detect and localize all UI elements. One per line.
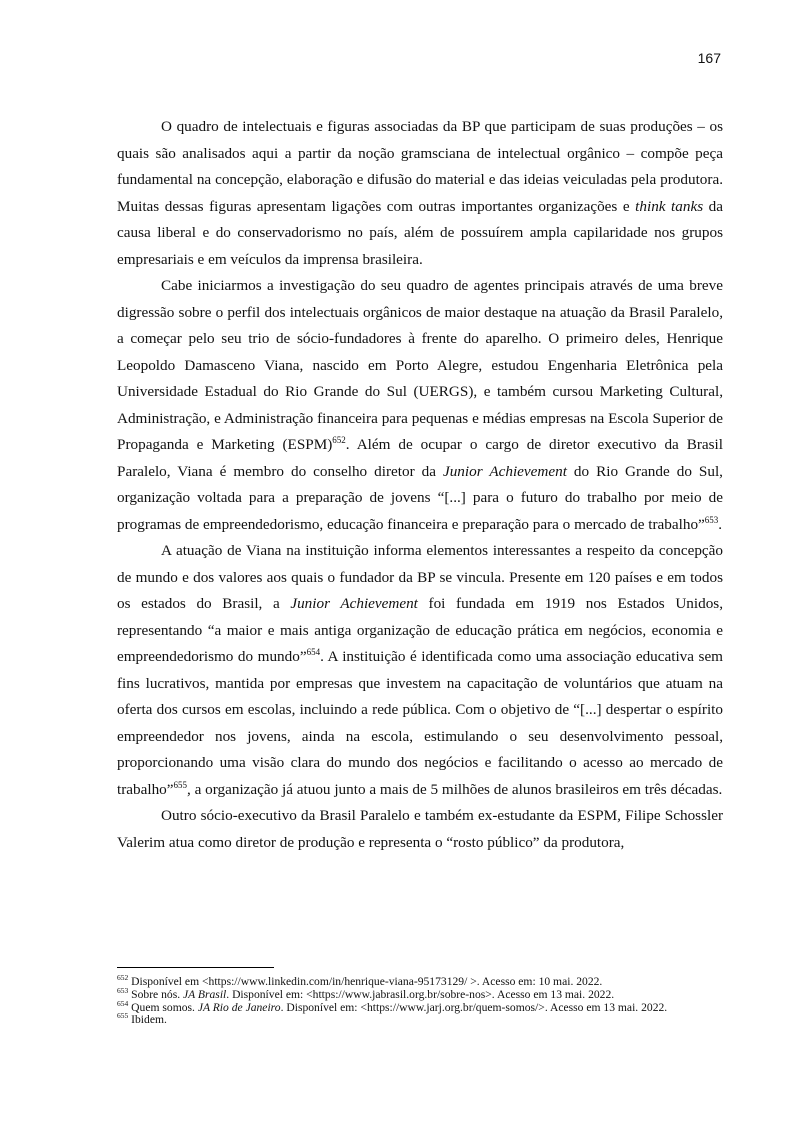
footnotes [117, 973, 723, 1027]
footnote-ref: 654 [306, 646, 321, 657]
body-text [117, 114, 723, 856]
footnote-653: $^{653}$ Sobre nós. JA Brasil. Disponível em: <https://www.jabrasil.org.br/sobre-nos>. Acesso em 13 mai. 2022. [117, 985, 615, 1001]
paragraph-4: Outro sócio-executivo da Brasil Paralelo e também ex-estudante da ESPM, Filipe Schossler Valerim atua como diretor de produção e representa o “rosto público” da produtora, [117, 807, 723, 851]
footnote-divider [117, 967, 274, 968]
footnote-654: $^{654}$ Quem somos. JA Rio de Janeiro. Disponível em: <https://www.jarj.org.br/quem-somos/>. Acesso em 13 mai. 2022. [117, 998, 668, 1014]
paragraph-1: O quadro de intelectuais e figuras associadas da BP que participam de suas produções – os quais são analisados aqui a partir da noção gramsciana de intelectual orgânico – compõe peça fundamental na concepção, elaboração e difusão do material e das ideias veiculadas pela produtora. Muitas dessas figuras apresentam ligações com outras importantes organizações e think tanks da causa liberal e do conservadorismo no país, além de possuírem ampla capilaridade nos grupos empresariais e em veículos da imprensa brasileira. [117, 118, 723, 268]
paragraph-2: Cabe iniciarmos a investigação do seu quadro de agentes principais através de uma breve digressão sobre o perfil dos intelectuais orgânicos de maior destaque na atuação da Brasil Paralelo, a começar pelo seu trio de sócio-fundadores à frente do aparelho. O primeiro deles, Henrique Leopoldo Damasceno Viana, nascido em Porto Alegre, estudou Engenharia Eletrônica pela Universidade Estadual do Rio Grande do Sul (UERGS), e também cursou Marketing Cultural, Administração, e Administração financeira para pequenas e médias empresas na Escola Superior de Propaganda e Marketing (ESPM)$^{652}$. Além de ocupar o cargo de diretor executivo da Brasil Paralelo, Viana é membro do conselho diretor da Junior Achievement do Rio Grande do Sul, organização voltada para a preparação de jovens “[...] para o futuro do trabalho por meio de programas de empreendedorismo, educação financeira e preparação para o mercado de trabalho”$^{653}$. [117, 277, 723, 533]
page-number: 167 [697, 50, 721, 66]
footnote-ref: 652 [332, 434, 346, 445]
footnote-652: $^{652}$ Disponível em <https://www.linkedin.com/in/henrique-viana-95173129/ >. Acesso em: 10 mai. 2022. [117, 973, 603, 988]
footnote-ref: 655 [173, 779, 188, 790]
paragraph-3: A atuação de Viana na instituição informa elementos interessantes a respeito da concepção de mundo e dos valores aos quais o fundador da BP se vincula. Presente em 120 países e em todos os estados do Brasil, a Junior Achievement foi fundada em 1919 nos Estados Unidos, representando “a maior e mais antiga organização de educação prática em negócios, economia e empreendedorismo do mundo”$^{654}$. A instituição é identificada como uma associação educativa sem fins lucrativos, mantida por empresas que investem na capacitação de voluntários que atuam na oferta dos cursos em escolas, incluindo a rede pública. Com o objetivo de “[...] despertar o espírito empreendedor nos jovens, ainda na escola, estimulando o seu desenvolvimento pessoal, proporcionando uma visão clara do mundo dos negócios e facilitando o acesso ao mercado de trabalho”$^{655}$, a organização já atuou junto a mais de 5 milhões de alunos brasileiros em três décadas. [117, 542, 723, 798]
footnote-655: $^{655}$ Ibidem. [117, 1011, 167, 1027]
footnote-ref: 653 [704, 514, 719, 525]
